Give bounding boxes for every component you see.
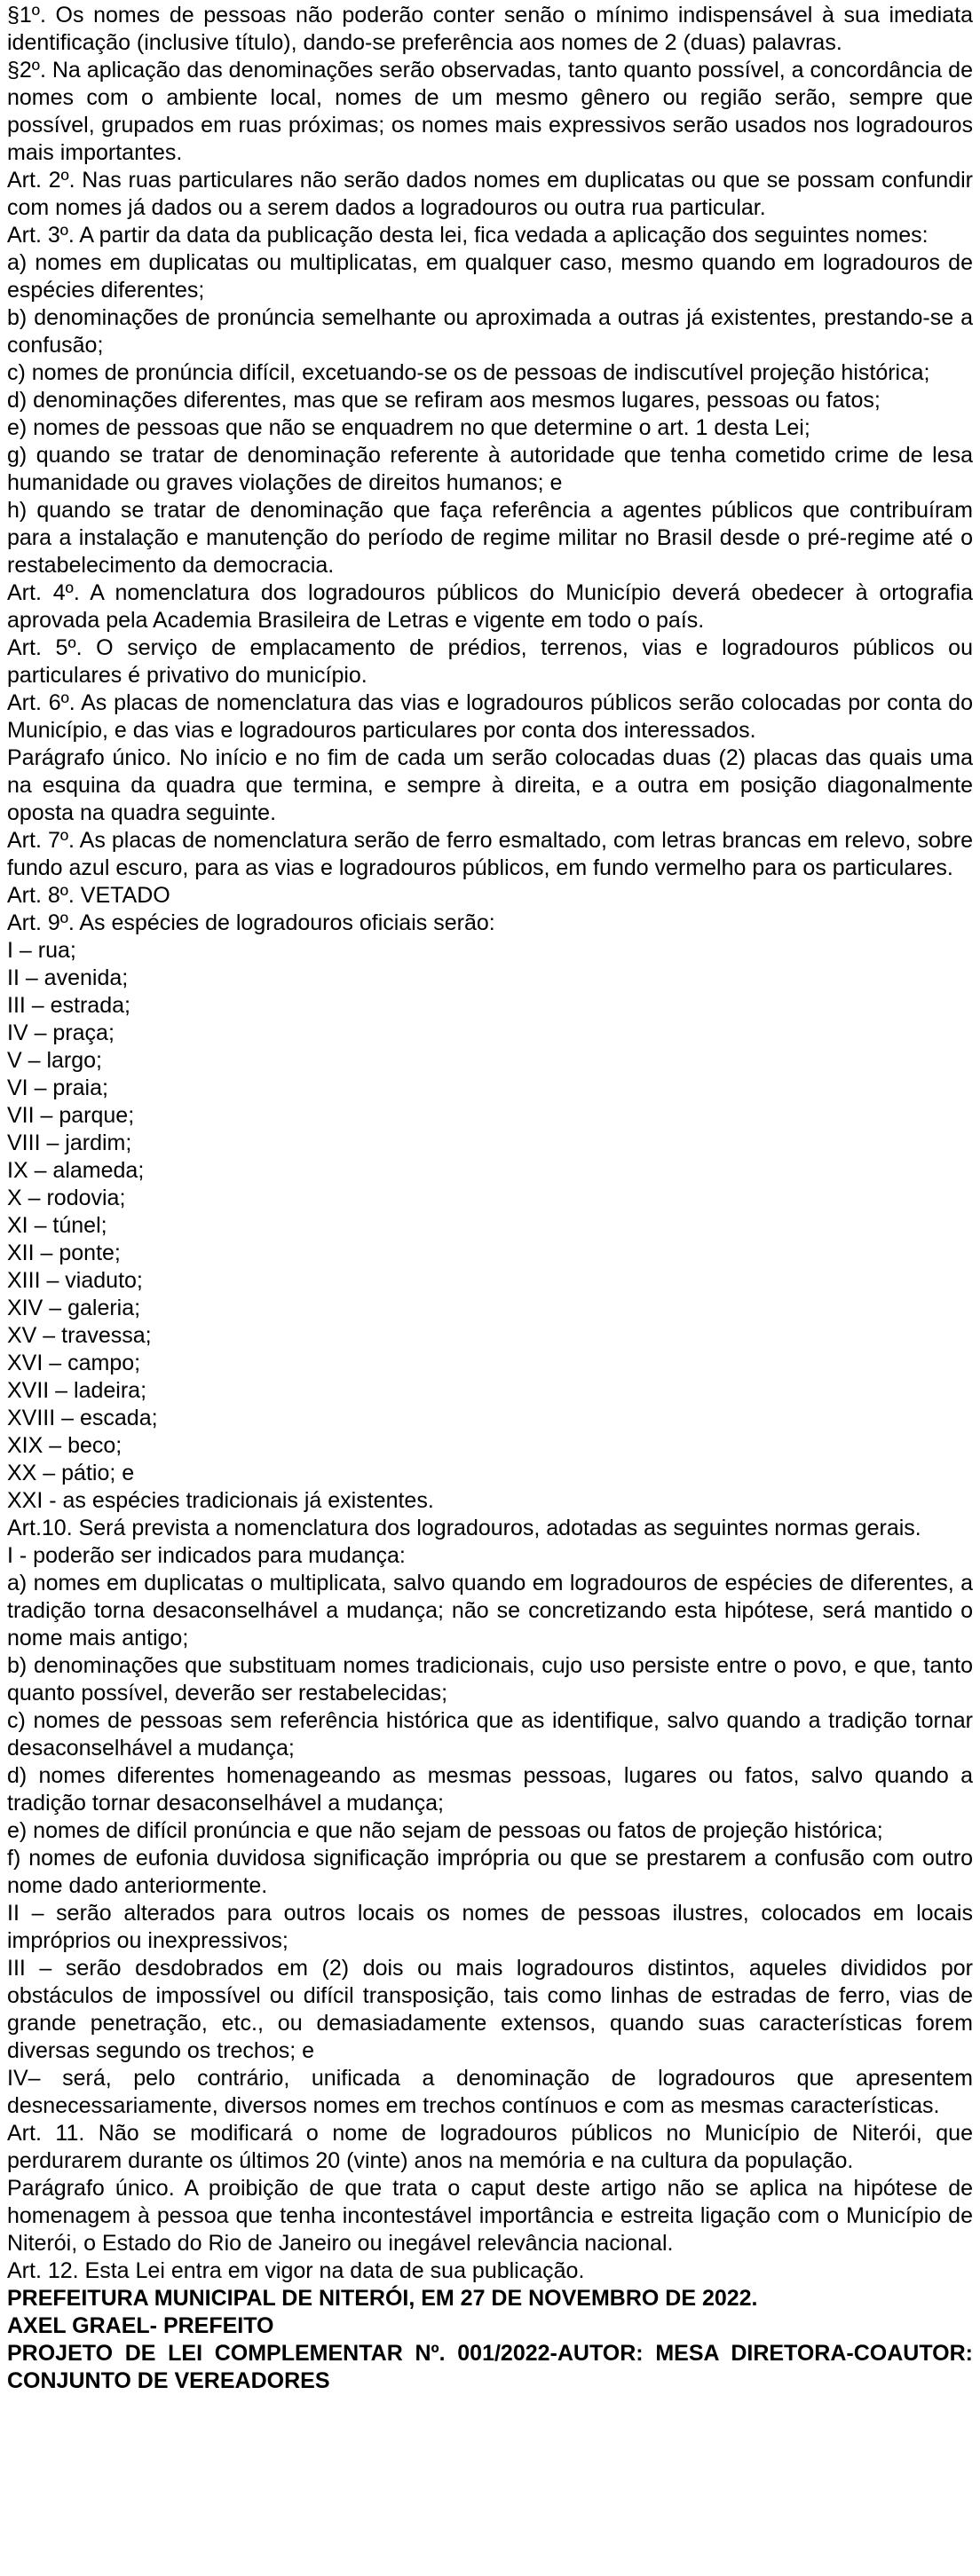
document-paragraph: IV – praça; [7,1020,115,1045]
document-paragraph: Art. 3º. A partir da data da publicação desta lei, fica vedada a aplicação dos seguintes nomes: [7,223,929,248]
document-paragraph: XI – túnel; [7,1213,107,1238]
document-paragraph: d) nomes diferentes homenageando as mesmas pessoas, lugares ou fatos, salvo quando a tradição tornar desaconselhável a mudança; [7,1763,973,1816]
document-paragraph: §1º. Os nomes de pessoas não poderão conter senão o mínimo indispensável à sua imediata identificação (inclusive título), dando-se preferência aos nomes de 2 (duas) palavras. [7,3,973,55]
document-paragraph: II – avenida; [7,965,129,990]
document-paragraph: XIV – galeria; [7,1296,141,1320]
document-paragraph: Art. 12. Esta Lei entra em vigor na data de sua publicação. [7,2258,585,2283]
document-paragraph: XVIII – escada; [7,1406,158,1430]
document-paragraph: II – serão alterados para outros locais os nomes de pessoas ilustres, colocados em locais impróprios ou inexpressivos; [7,1901,973,1953]
document-paragraph: b) denominações de pronúncia semelhante ou aproximada a outras já existentes, prestando-se a confusão; [7,305,973,358]
document-paragraph: Art. 11. Não se modificará o nome de logradouros públicos no Município de Niterói, que perdurarem durante os últimos 20 (vinte) anos na memória e na cultura da população. [7,2121,973,2173]
document-paragraph: III – serão desdobrados em (2) dois ou mais logradouros distintos, aqueles divididos por obstáculos de impossível ou difícil transposição, tais como linhas de estradas de ferro, vias de grande penetração, etc., ou demasiadamente extensos, quando suas características forem diversas segundo os trechos; e [7,1956,973,2063]
document-paragraph: I - poderão ser indicados para mudança: [7,1543,406,1568]
document-paragraph: VI – praia; [7,1075,108,1100]
document-paragraph: g) quando se tratar de denominação referente à autoridade que tenha cometido crime de lesa humanidade ou graves violações de direitos humanos; e [7,443,973,495]
document-paragraph: Art. 7º. As placas de nomenclatura serão de ferro esmaltado, com letras brancas em relevo, sobre fundo azul escuro, para as vias e logradouros públicos, em fundo vermelho para os particulares. [7,828,973,880]
document-paragraph: IX – alameda; [7,1158,145,1183]
document-paragraph: Art. 2º. Nas ruas particulares não serão dados nomes em duplicatas ou que se possam confundir com nomes já dados ou a serem dados a logradouros ou outra rua particular. [7,168,973,220]
document-paragraph: Art. 8º. VETADO [7,883,170,908]
document-paragraph: VIII – jardim; [7,1130,132,1155]
document-paragraph: Art. 4º. A nomenclatura dos logradouros públicos do Município deverá obedecer à ortografia aprovada pela Academia Brasileira de Letras e vigente em todo o país. [7,580,973,633]
closing-signatory: AXEL GRAEL- PREFEITO [7,2313,274,2338]
closing-place-date: PREFEITURA MUNICIPAL DE NITERÓI, EM 27 DE NOVEMBRO DE 2022. [7,2286,758,2311]
document-paragraph: XVII – ladeira; [7,1378,147,1403]
document-paragraph: a) nomes em duplicatas o multiplicata, salvo quando em logradouros de espécies de diferentes, a tradição torna desaconselhável a mudança; não se concretizando esta hipótese, será mantido o nome mais antigo; [7,1571,973,1650]
document-paragraph: I – rua; [7,938,76,963]
document-paragraph: §2º. Na aplicação das denominações serão observadas, tanto quanto possível, a concordância de nomes com o ambiente local, nomes de um mesmo gênero ou região serão, sempre que possível, grupados em ruas próximas; os nomes mais expressivos serão usados nos logradouros mais importantes. [7,58,973,165]
document-paragraph: XV – travessa; [7,1323,152,1348]
document-paragraph: Art. 6º. As placas de nomenclatura das vias e logradouros públicos serão colocadas por conta do Município, e das vias e logradouros particulares por conta dos interessados. [7,690,973,743]
closing-project-reference: PROJETO DE LEI COMPLEMENTAR Nº. 001/2022-AUTOR: MESA DIRETORA-COAUTOR: CONJUNTO DE VEREADORES [7,2341,973,2393]
document-paragraph: XXI - as espécies tradicionais já existentes. [7,1488,434,1513]
document-paragraph: XVI – campo; [7,1351,141,1375]
document-paragraph: Parágrafo único. No início e no fim de cada um serão colocadas duas (2) placas das quais uma na esquina da quadra que termina, e sempre à direita, e a outra em posição diagonalmente oposta na quadra seguinte. [7,745,973,825]
document-paragraph: Art. 5º. O serviço de emplacamento de prédios, terrenos, vias e logradouros públicos ou particulares é privativo do município. [7,635,973,688]
document-paragraph: XIX – beco; [7,1433,122,1458]
document-paragraph: a) nomes em duplicatas ou multiplicatas, em qualquer caso, mesmo quando em logradouros de espécies diferentes; [7,250,973,303]
document-paragraph: Art.10. Será prevista a nomenclatura dos logradouros, adotadas as seguintes normas gerais. [7,1516,921,1540]
document-paragraph: c) nomes de pessoas sem referência histórica que as identifique, salvo quando a tradição tornar desaconselhável a mudança; [7,1708,973,1761]
document-paragraph: Art. 9º. As espécies de logradouros oficiais serão: [7,910,495,935]
document-paragraph: X – rodovia; [7,1186,126,1210]
document-paragraph: XIII – viaduto; [7,1268,143,1293]
document-paragraph: h) quando se tratar de denominação que faça referência a agentes públicos que contribuíram para a instalação e manutenção do período de regime militar no Brasil desde o pré-regime até o restabelecimento da democracia. [7,498,973,578]
document-paragraph: III – estrada; [7,993,130,1018]
document-paragraph: Parágrafo único. A proibição de que trata o caput deste artigo não se aplica na hipótese de homenagem à pessoa que tenha incontestável importância e estreita ligação com o Município de Niterói, o Estado do Rio de Janeiro ou inegável relevância nacional. [7,2176,973,2256]
document-paragraph: V – largo; [7,1048,103,1073]
document-paragraph: VII – parque; [7,1103,135,1128]
document-paragraph: c) nomes de pronúncia difícil, excetuando-se os de pessoas de indiscutível projeção histórica; [7,360,930,385]
document-paragraph: XX – pátio; e [7,1461,135,1485]
document-paragraph: f) nomes de eufonia duvidosa significação imprópria ou que se prestarem a confusão com outro nome dado anteriormente. [7,1846,973,1898]
document-paragraph: e) nomes de difícil pronúncia e que não sejam de pessoas ou fatos de projeção histórica; [7,1818,883,1843]
document-paragraph: d) denominações diferentes, mas que se refiram aos mesmos lugares, pessoas ou fatos; [7,388,881,413]
document-body [7,2,973,2285]
document-paragraph: e) nomes de pessoas que não se enquadrem no que determine o art. 1 desta Lei; [7,415,810,440]
document-paragraph: b) denominações que substituam nomes tradicionais, cujo uso persiste entre o povo, e que, tanto quanto possível, deverão ser restabelecidas; [7,1653,973,1706]
document-paragraph: XII – ponte; [7,1241,121,1265]
document-paragraph: IV– será, pelo contrário, unificada a denominação de logradouros que apresentem desnecessariamente, diversos nomes em trechos contínuos e com as mesmas características. [7,2066,973,2118]
